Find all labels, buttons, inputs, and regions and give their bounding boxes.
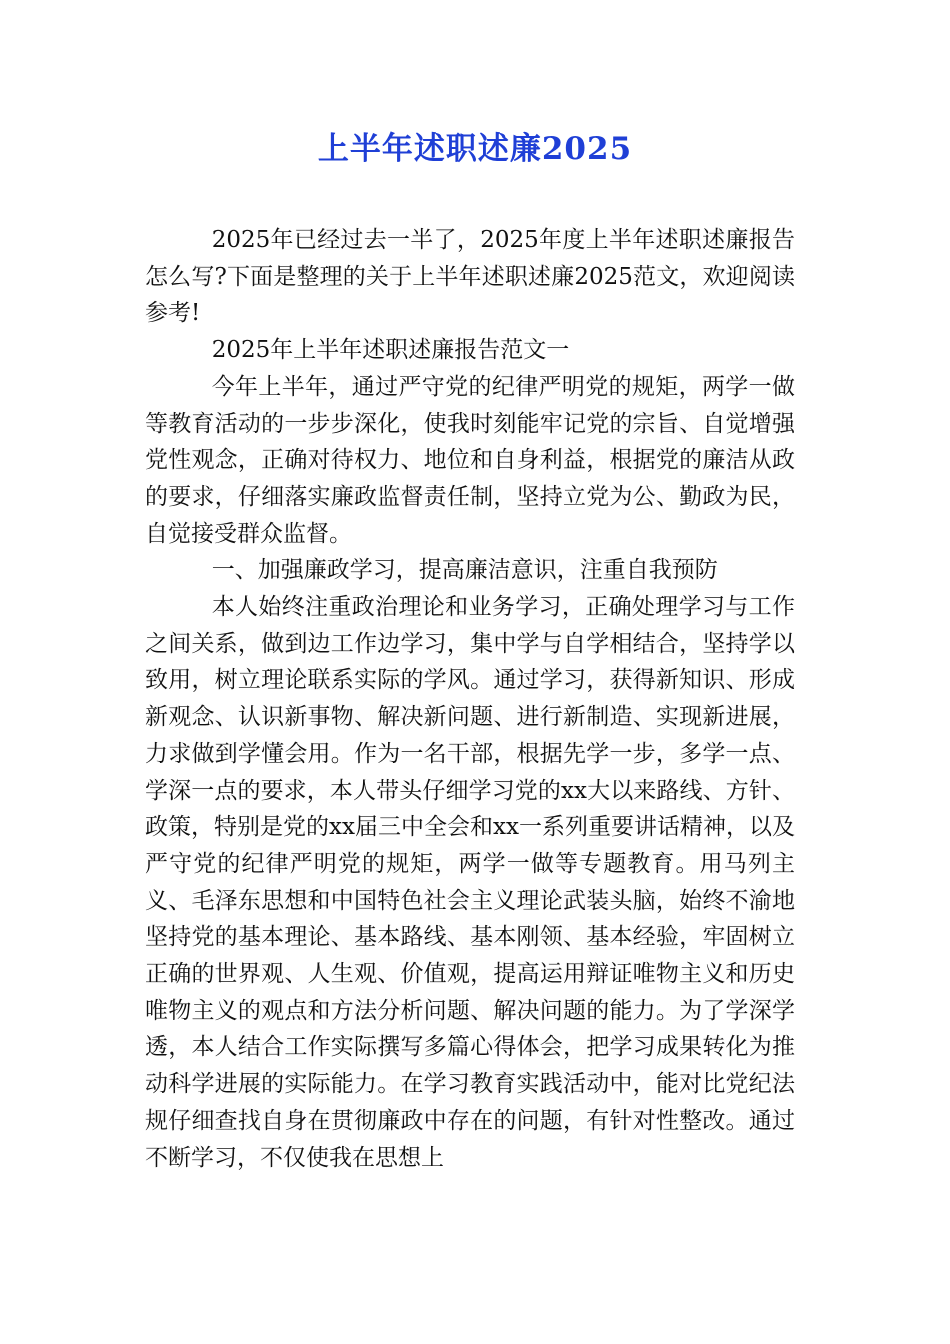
paragraph-section-heading: 2025年上半年述职述廉报告范文一 [211, 337, 570, 364]
paragraph-subheading-one: 一、加强廉政学习，提高廉洁意识，注重自我预防 [211, 557, 718, 584]
paragraph-study: 本人始终注重政治理论和业务学习，正确处理学习与工作之间关系，做到边工作边学习，集中学与自学相结合，坚持学以致用，树立理论联系实际的学风。通过学习，获得新知识、形成新观念、认识新事物、解决新问题、进行新制造、实现新进展，力求做到学懂会用。作为一名干部，根据先学一步，多学一点、学深一点的要求，本人带头仔细学习党的xx大以来路线、方针、政策，特别是党的xx届三中全会和xx一系列重要讲话精神，以及严守党的纪律严明党的规矩，两学一做等专题教育。用马列主义、毛泽东思想和中国特色社会主义理论武装头脑，始终不渝地坚持党的基本理论、基本路线、基本刚领、基本经验，牢固树立正确的世界观、人生观、价值观，提高运用辩证唯物主义和历史唯物主义的观点和方法分析问题、解决问题的能力。为了学深学透，本人结合工作实际撰写多篇心得体会，把学习成果转化为推动科学进展的实际能力。在学习教育实践活动中，能对比党纪法规仔细查找自身在贯彻廉政中存在的问题，有针对性整改。通过不断学习，不仅使我在思想上 [145, 594, 795, 1171]
document-body [145, 222, 795, 1176]
paragraph-overview: 今年上半年，通过严守党的纪律严明党的规矩，两学一做等教育活动的一步步深化，使我时刻能牢记党的宗旨、自觉增强党性观念，正确对待权力、地位和自身利益，根据党的廉洁从政的要求，仔细落实廉政监督责任制，坚持立党为公、勤政为民，自觉接受群众监督。 [145, 373, 795, 547]
document-title: 上半年述职述廉2025 [317, 131, 633, 167]
paragraph-intro: 2025年已经过去一半了，2025年度上半年述职述廉报告怎么写?下面是整理的关于上半年述职述廉2025范文，欢迎阅读参考! [145, 227, 795, 327]
